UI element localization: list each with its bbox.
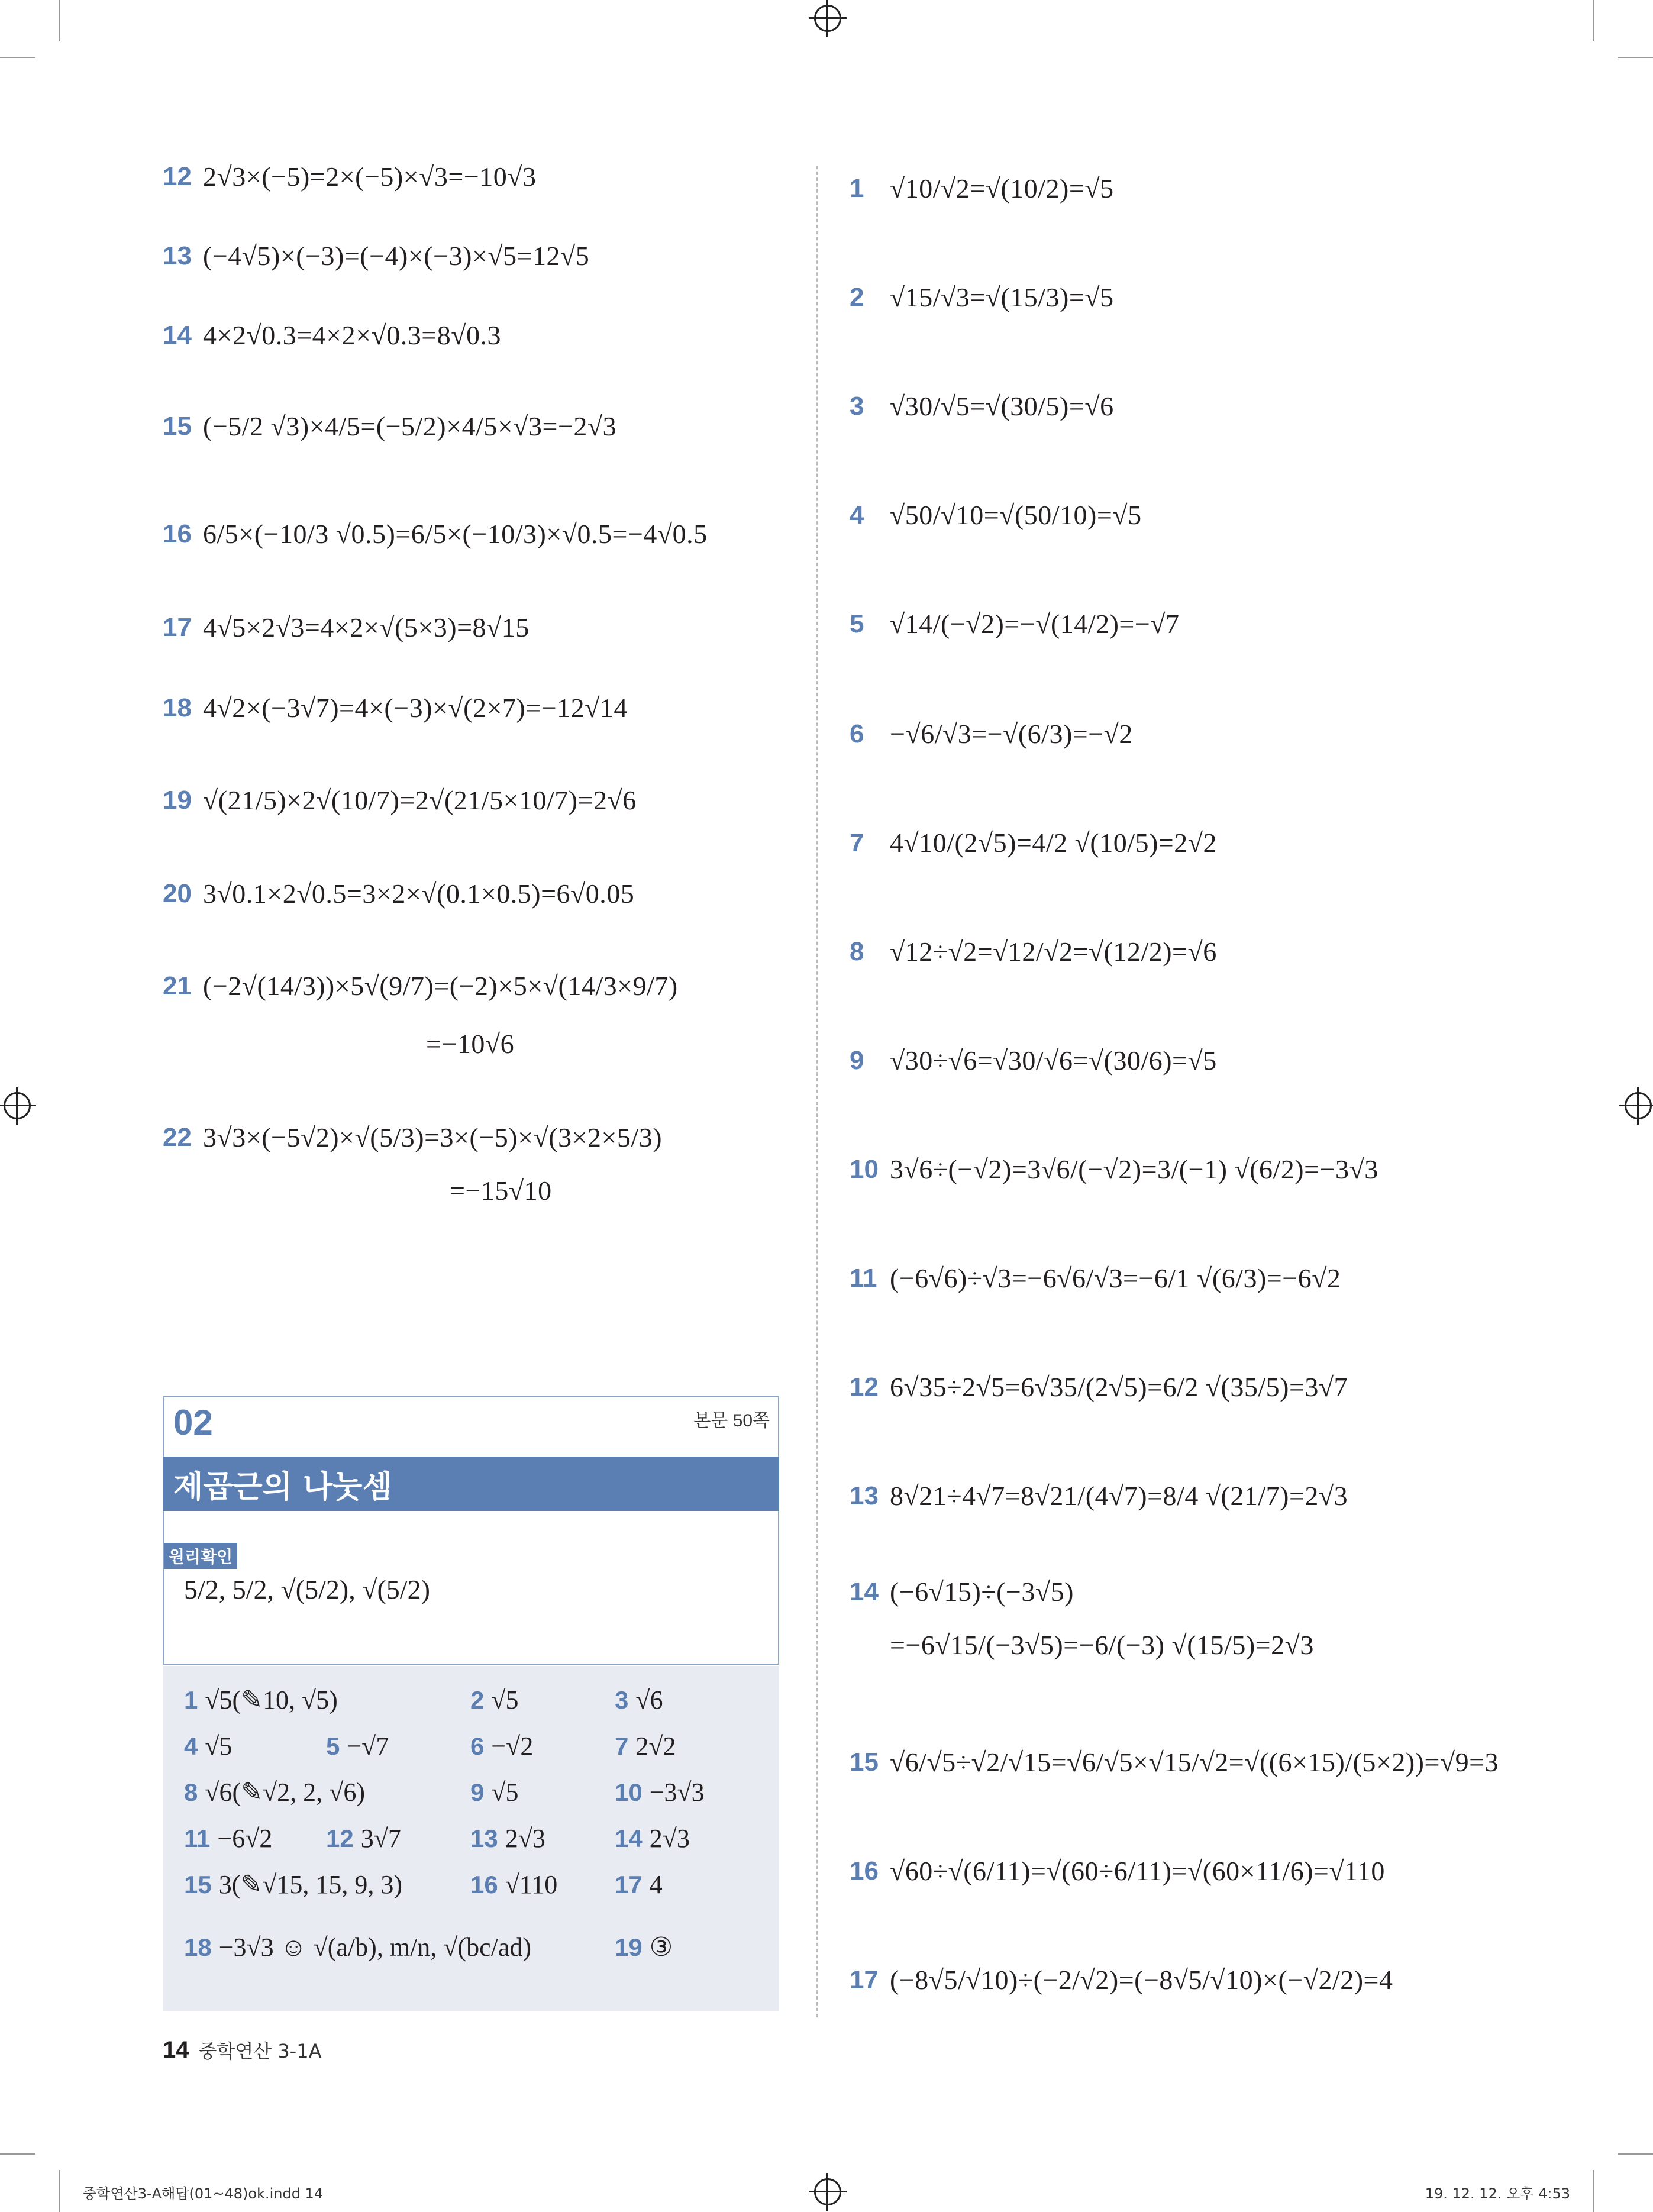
answer-value: √5 bbox=[205, 1732, 233, 1761]
solution-expression: 8√21÷4√7=8√21/(4√7)=8/4 √(21/7)=2√3 bbox=[890, 1481, 1348, 1511]
answer-value: −3√3 ☺ √(a/b), m/n, √(bc/ad) bbox=[218, 1933, 531, 1962]
book-title: 중학연산 3-1A bbox=[198, 2040, 322, 2062]
problem-number: 9 bbox=[850, 1045, 864, 1075]
answer-number: 13 bbox=[470, 1824, 498, 1852]
solution-expression: √(21/5)×2√(10/7)=2√(21/5×10/7)=2√6 bbox=[203, 785, 637, 815]
solution-expression: √12÷√2=√12/√2=√(12/2)=√6 bbox=[890, 937, 1217, 967]
answer-item bbox=[184, 1823, 272, 1853]
answer-item bbox=[184, 1685, 338, 1715]
solution-expression: (−2√(14/3))×5√(9/7)=(−2)×5×√(14/3×9/7) bbox=[203, 971, 678, 1001]
answer-value: 4 bbox=[649, 1870, 663, 1899]
answer-number: 19 bbox=[615, 1933, 643, 1961]
solution-row bbox=[163, 319, 501, 351]
solution-row bbox=[850, 718, 1133, 750]
answer-item bbox=[615, 1777, 705, 1807]
solution-row bbox=[850, 1964, 1393, 1995]
answer-value: −√7 bbox=[347, 1732, 389, 1761]
answer-item bbox=[184, 1932, 531, 1962]
solution-row bbox=[163, 970, 678, 1002]
answer-item bbox=[470, 1869, 557, 1900]
solution-row bbox=[163, 240, 589, 272]
problem-number: 20 bbox=[163, 879, 192, 908]
solution-row bbox=[850, 1480, 1348, 1512]
crop-mark bbox=[0, 57, 35, 58]
answer-value: √6 bbox=[635, 1685, 663, 1714]
crop-mark bbox=[1593, 2170, 1594, 2212]
solution-row bbox=[850, 390, 1114, 422]
problem-number: 13 bbox=[850, 1481, 879, 1510]
answer-number: 5 bbox=[326, 1732, 340, 1760]
registration-mark-icon bbox=[814, 5, 841, 32]
solution-expression: √6/√5÷√2/√15=√6/√5×√15/√2=√((6×15)/(5×2))=√9=3 bbox=[890, 1747, 1499, 1777]
solution-expression: 6√35÷2√5=6√35/(2√5)=6/2 √(35/5)=3√7 bbox=[890, 1372, 1348, 1402]
answer-value: 3√7 bbox=[360, 1824, 401, 1853]
principle-tag: 원리확인 bbox=[164, 1543, 237, 1569]
solution-expression: 3√0.1×2√0.5=3×2×√(0.1×0.5)=6√0.05 bbox=[203, 879, 635, 909]
solution-row bbox=[163, 612, 530, 643]
crop-mark bbox=[59, 0, 60, 41]
solution-continuation bbox=[426, 1028, 514, 1060]
solution-expression: 2√3×(−5)=2×(−5)×√3=−10√3 bbox=[203, 162, 537, 192]
problem-number: 15 bbox=[850, 1747, 879, 1777]
solution-row bbox=[163, 1122, 662, 1153]
problem-number: 21 bbox=[163, 971, 192, 1000]
solution-row bbox=[163, 784, 637, 816]
solution-expression: =−10√6 bbox=[426, 1029, 515, 1059]
solution-row bbox=[850, 1855, 1385, 1887]
crop-mark bbox=[1593, 0, 1594, 41]
solution-expression: 6/5×(−10/3 √0.5)=6/5×(−10/3)×√0.5=−4√0.5 bbox=[203, 519, 708, 549]
solution-expression: √30/√5=√(30/5)=√6 bbox=[890, 391, 1114, 421]
solution-row bbox=[850, 1045, 1217, 1076]
answer-value: 2√3 bbox=[505, 1824, 545, 1853]
problem-number: 22 bbox=[163, 1122, 192, 1152]
solution-row bbox=[850, 173, 1114, 204]
answer-number: 18 bbox=[184, 1933, 212, 1961]
section-header bbox=[163, 1396, 779, 1665]
problem-number: 18 bbox=[163, 693, 192, 722]
answer-item bbox=[615, 1731, 676, 1761]
answer-item bbox=[184, 1869, 402, 1900]
problem-number: 2 bbox=[850, 282, 864, 312]
problem-number: 6 bbox=[850, 719, 864, 748]
principle-answer: 5/2, 5/2, √(5/2), √(5/2) bbox=[184, 1574, 430, 1604]
solution-expression: √50/√10=√(50/10)=√5 bbox=[890, 500, 1142, 530]
solution-row bbox=[163, 518, 708, 550]
answer-number: 7 bbox=[615, 1732, 629, 1760]
answer-item bbox=[470, 1777, 519, 1807]
problem-number: 3 bbox=[850, 391, 864, 421]
answer-item bbox=[326, 1731, 389, 1761]
solution-row bbox=[163, 161, 537, 192]
problem-number: 17 bbox=[163, 612, 192, 642]
solution-expression: 4√5×2√3=4×2×√(5×3)=8√15 bbox=[203, 612, 530, 642]
solution-expression: =−15√10 bbox=[450, 1176, 552, 1206]
answer-panel bbox=[163, 1666, 779, 2011]
answer-value: 2√3 bbox=[649, 1824, 690, 1853]
problem-number: 12 bbox=[163, 162, 192, 191]
answer-item bbox=[615, 1685, 663, 1715]
answer-value: √5 bbox=[491, 1778, 519, 1807]
solution-expression: 4√10/(2√5)=4/2 √(10/5)=2√2 bbox=[890, 828, 1217, 858]
solution-row bbox=[163, 878, 634, 909]
registration-mark-icon bbox=[4, 1092, 31, 1119]
answer-value: −3√3 bbox=[649, 1778, 705, 1807]
answer-value: √5(✎10, √5) bbox=[205, 1685, 338, 1714]
solution-expression: √30÷√6=√30/√6=√(30/6)=√5 bbox=[890, 1045, 1217, 1076]
answer-number: 4 bbox=[184, 1732, 198, 1760]
solution-expression: 3√6÷(−√2)=3√6/(−√2)=3/(−1) √(6/2)=−3√3 bbox=[890, 1154, 1378, 1184]
answer-number: 2 bbox=[470, 1685, 485, 1714]
solution-row bbox=[163, 411, 616, 442]
solution-row bbox=[850, 282, 1114, 313]
answer-item bbox=[184, 1731, 233, 1761]
answer-item bbox=[615, 1869, 663, 1900]
answer-item bbox=[615, 1932, 673, 1962]
print-slug-date: 19. 12. 12. 오후 4:53 bbox=[1425, 2185, 1570, 2202]
answer-number: 14 bbox=[615, 1824, 643, 1852]
answer-number: 1 bbox=[184, 1685, 198, 1714]
answer-number: 15 bbox=[184, 1870, 212, 1898]
solution-expression: (−6√15)÷(−3√5) bbox=[890, 1577, 1074, 1607]
crop-mark bbox=[1618, 2153, 1653, 2155]
solution-row bbox=[850, 936, 1217, 967]
solution-row bbox=[850, 827, 1217, 858]
crop-mark bbox=[0, 2153, 35, 2155]
answer-item bbox=[470, 1685, 519, 1715]
solution-row bbox=[850, 1371, 1348, 1403]
solution-expression: =−6√15/(−3√5)=−6/(−3) √(15/5)=2√3 bbox=[890, 1630, 1314, 1660]
solution-expression: 4×2√0.3=4×2×√0.3=8√0.3 bbox=[203, 320, 501, 350]
problem-number: 19 bbox=[163, 785, 192, 815]
answer-item bbox=[615, 1823, 690, 1853]
solution-expression: (−6√6)÷√3=−6√6/√3=−6/1 √(6/3)=−6√2 bbox=[890, 1263, 1341, 1293]
problem-number: 11 bbox=[850, 1263, 877, 1293]
problem-number: 5 bbox=[850, 609, 864, 638]
section-title: 제곱근의 나눗셈 bbox=[163, 1457, 779, 1511]
registration-mark-icon bbox=[814, 2178, 841, 2205]
solution-expression: (−4√5)×(−3)=(−4)×(−3)×√5=12√5 bbox=[203, 241, 590, 271]
solution-continuation bbox=[890, 1629, 1314, 1661]
solution-row bbox=[163, 692, 628, 724]
solution-expression: (−8√5/√10)÷(−2/√2)=(−8√5/√10)×(−√2/2)=4 bbox=[890, 1965, 1393, 1995]
answer-value: −6√2 bbox=[217, 1824, 273, 1853]
crop-mark bbox=[59, 2170, 60, 2212]
solution-expression: −√6/√3=−√(6/3)=−√2 bbox=[890, 719, 1133, 749]
answer-number: 17 bbox=[615, 1870, 643, 1898]
answer-number: 10 bbox=[615, 1778, 643, 1806]
answer-item bbox=[184, 1777, 365, 1807]
solution-continuation bbox=[450, 1175, 552, 1206]
problem-number: 14 bbox=[163, 320, 192, 350]
answer-value: 2√2 bbox=[635, 1732, 676, 1761]
page-reference: 본문 50쪽 bbox=[693, 1411, 770, 1430]
solution-expression: √15/√3=√(15/3)=√5 bbox=[890, 282, 1114, 312]
answer-item bbox=[326, 1823, 401, 1853]
problem-number: 4 bbox=[850, 500, 864, 529]
problem-number: 14 bbox=[850, 1577, 879, 1606]
solution-expression: √14/(−√2)=−√(14/2)=−√7 bbox=[890, 609, 1180, 639]
answer-item bbox=[470, 1731, 533, 1761]
problem-number: 7 bbox=[850, 828, 864, 857]
section-box bbox=[163, 1396, 779, 2011]
solution-expression: √60÷√(6/11)=√(60÷6/11)=√(60×11/6)=√110 bbox=[890, 1856, 1385, 1886]
answer-value: ③ bbox=[649, 1933, 673, 1962]
answer-number: 12 bbox=[326, 1824, 354, 1852]
answer-number: 11 bbox=[184, 1824, 211, 1852]
solution-row bbox=[850, 499, 1142, 531]
answer-value: √5 bbox=[491, 1685, 519, 1714]
solution-expression: (−5/2 √3)×4/5=(−5/2)×4/5×√3=−2√3 bbox=[203, 411, 617, 441]
answer-item bbox=[470, 1823, 545, 1853]
answer-number: 6 bbox=[470, 1732, 485, 1760]
page-footer bbox=[163, 2036, 321, 2064]
print-slug-file: 중학연산3-A해답(01~48)ok.indd 14 bbox=[83, 2185, 324, 2202]
solution-row bbox=[850, 608, 1180, 640]
problem-number: 13 bbox=[163, 241, 192, 270]
answer-number: 8 bbox=[184, 1778, 198, 1806]
problem-number: 12 bbox=[850, 1372, 879, 1402]
solution-row bbox=[850, 1576, 1074, 1607]
solution-row bbox=[850, 1262, 1341, 1294]
problem-number: 15 bbox=[163, 411, 192, 441]
problem-number: 16 bbox=[163, 519, 192, 548]
answer-value: −√2 bbox=[491, 1732, 534, 1761]
registration-mark-icon bbox=[1625, 1092, 1652, 1119]
crop-mark bbox=[1618, 57, 1653, 58]
answer-value: √110 bbox=[505, 1870, 558, 1899]
problem-number: 10 bbox=[850, 1154, 879, 1184]
answer-number: 3 bbox=[615, 1685, 629, 1714]
problem-number: 16 bbox=[850, 1856, 879, 1885]
problem-number: 17 bbox=[850, 1965, 879, 1994]
answer-number: 9 bbox=[470, 1778, 485, 1806]
section-number: 02 bbox=[173, 1403, 213, 1442]
solution-row bbox=[850, 1154, 1378, 1185]
solution-expression: √10/√2=√(10/2)=√5 bbox=[890, 173, 1114, 204]
problem-number: 8 bbox=[850, 937, 864, 966]
answer-value: √6(✎√2, 2, √6) bbox=[205, 1778, 365, 1807]
solution-expression: 4√2×(−3√7)=4×(−3)×√(2×7)=−12√14 bbox=[203, 693, 628, 723]
answer-value: 3(✎√15, 15, 9, 3) bbox=[218, 1870, 403, 1899]
problem-number: 1 bbox=[850, 173, 864, 203]
solution-row bbox=[850, 1746, 1499, 1778]
solution-expression: 3√3×(−5√2)×√(5/3)=3×(−5)×√(3×2×5/3) bbox=[203, 1122, 663, 1152]
answer-number: 16 bbox=[470, 1870, 498, 1898]
column-divider bbox=[816, 166, 818, 2017]
page-number: 14 bbox=[163, 2037, 189, 2063]
